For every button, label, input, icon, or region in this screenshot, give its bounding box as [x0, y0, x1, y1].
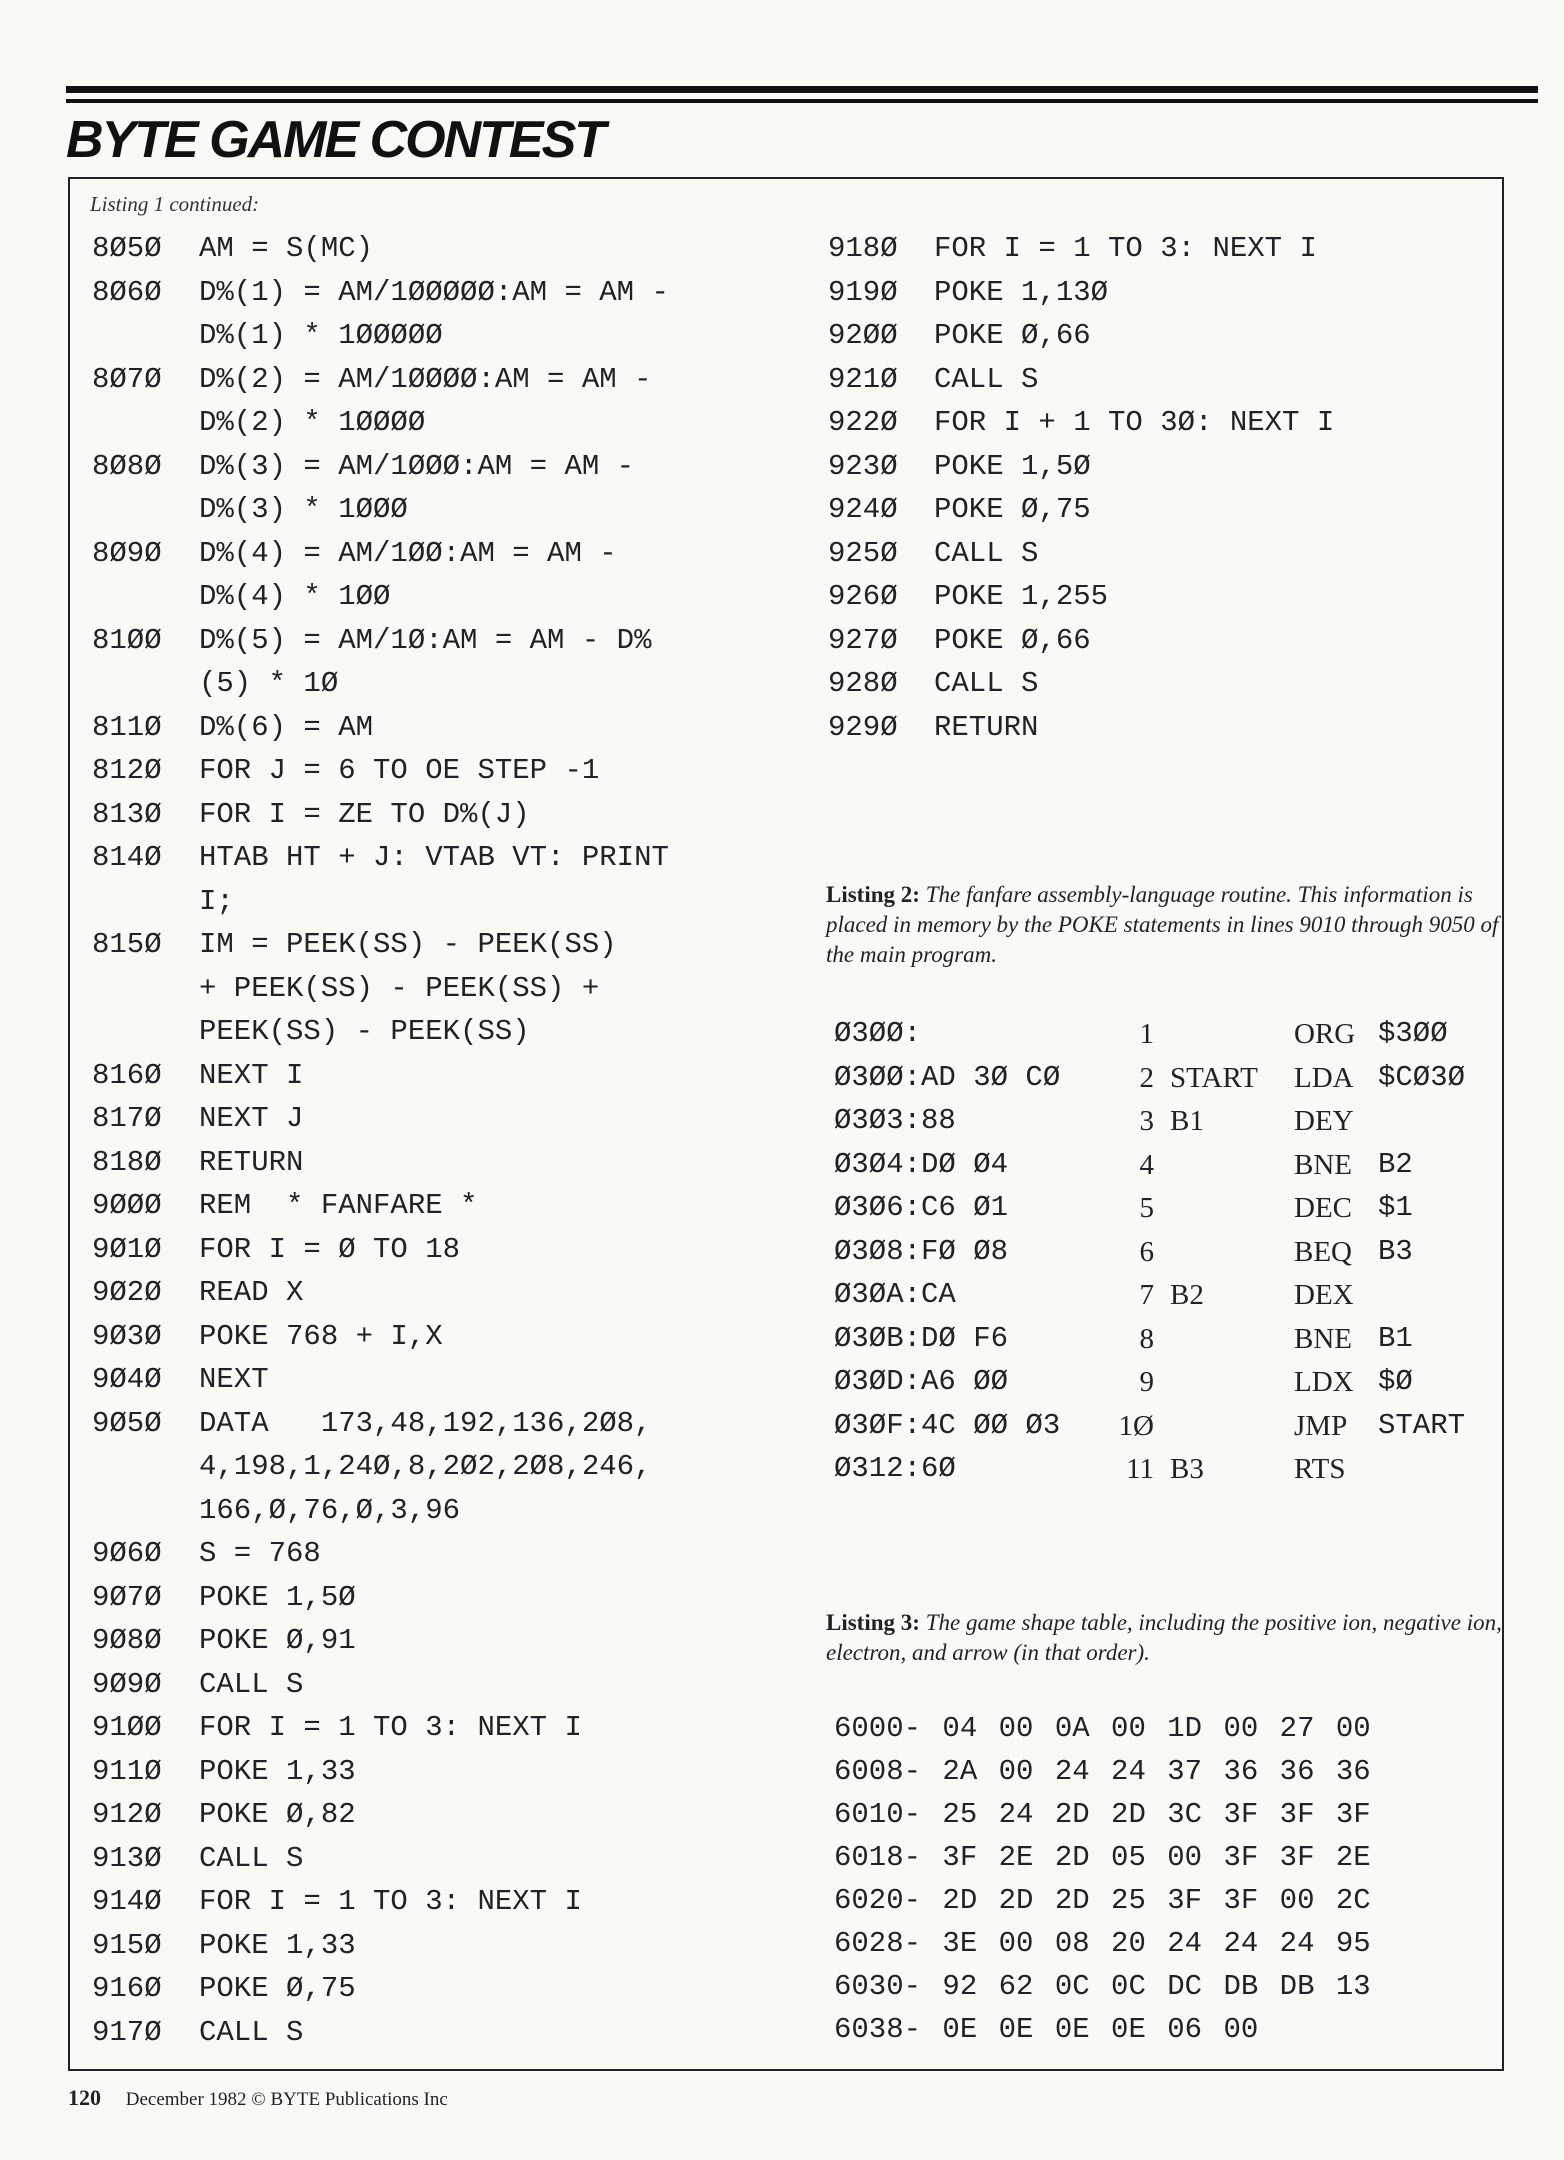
code-line-text: FOR I + 1 TO 3Ø: NEXT I [934, 406, 1335, 439]
code-line-text: 4,198,1,24Ø,8,2Ø2,2Ø8,246, [199, 1450, 652, 1483]
asm-line: 9 [1139, 1366, 1154, 1398]
code-line-text: CALL S [199, 1667, 304, 1701]
code-line-number: 923Ø [828, 449, 898, 483]
asm-addr: Ø3ØØ: [834, 1017, 922, 1050]
code-line-text: POKE Ø,91 [199, 1624, 356, 1657]
code-line-number: 9Ø9Ø [92, 1667, 162, 1701]
asm-line: 7 [1139, 1279, 1154, 1311]
page-title: BYTE GAME CONTEST [66, 111, 605, 169]
code-line-text: POKE 1,5Ø [199, 1580, 356, 1614]
code-line-text: POKE 1,33 [199, 1754, 356, 1788]
code-line-text: POKE 1,5Ø [934, 449, 1091, 483]
page-footer [68, 2085, 448, 2111]
code-line-text: NEXT [199, 1363, 269, 1396]
code-line-text: CALL S [199, 2015, 304, 2049]
code-line-number: 912Ø [92, 1798, 162, 1831]
asm-arg: B2 [1378, 1147, 1413, 1181]
listing2-caption [826, 880, 1516, 970]
code-line-text: FOR I = 1 TO 3: NEXT I [199, 1885, 582, 1918]
code-line-text: CALL S [199, 1841, 304, 1875]
code-line-text: POKE Ø,66 [934, 319, 1091, 352]
code-line-text: D%(1) = AM/1ØØØØØ:AM = AM - [199, 275, 669, 309]
code-line-number: 924Ø [828, 493, 898, 526]
code-line-number: 925Ø [828, 536, 898, 570]
asm-arg: B3 [1378, 1234, 1413, 1268]
code-line-number: 8Ø6Ø [92, 275, 162, 309]
asm-op: LDA [1294, 1061, 1354, 1094]
asm-line: 6 [1139, 1235, 1154, 1268]
code-line-number: 911Ø [92, 1754, 162, 1788]
asm-lbl: B2 [1170, 1279, 1204, 1311]
code-line-text: POKE Ø,82 [199, 1798, 356, 1831]
asm-arg: START [1378, 1408, 1466, 1442]
listing2-label: Listing 2: [826, 882, 920, 907]
code-line-text: READ X [199, 1276, 304, 1309]
asm-arg: $1 [1378, 1191, 1413, 1224]
asm-op: RTS [1294, 1453, 1346, 1485]
asm-op: BNE [1294, 1322, 1352, 1355]
code-line-text: DATA 173,48,192,136,2Ø8, [199, 1406, 652, 1440]
code-line-text: D%(3) = AM/1ØØØ:AM = AM - [199, 449, 635, 483]
code-line-number: 9Ø2Ø [92, 1276, 162, 1309]
code-line-text: (5) * 1Ø [199, 667, 339, 700]
code-line-text: D%(3) * 1ØØØ [199, 493, 408, 526]
code-line-number: 9Ø3Ø [92, 1319, 162, 1353]
code-line-number: 928Ø [828, 667, 898, 700]
code-line-number: 8Ø7Ø [92, 362, 162, 396]
footer-credit: December 1982 © BYTE Publications Inc [125, 2089, 448, 2110]
code-line-number: 9ØØØ [92, 1189, 162, 1222]
code-line-number: 919Ø [828, 275, 898, 309]
code-line-number: 921Ø [828, 362, 898, 396]
code-line-text: + PEEK(SS) - PEEK(SS) + [199, 971, 600, 1005]
code-line-text: 166,Ø,76,Ø,3,96 [199, 1493, 461, 1527]
header-rule-thick [66, 86, 1538, 93]
code-line-number: 927Ø [828, 623, 898, 657]
code-line-number: 814Ø [92, 841, 162, 874]
code-line-text: NEXT I [199, 1058, 304, 1092]
asm-line: 3 [1139, 1105, 1154, 1137]
asm-op: BEQ [1294, 1235, 1352, 1268]
asm-addr: Ø3ØB:DØ F6 [834, 1321, 1009, 1355]
code-line-number: 818Ø [92, 1145, 162, 1179]
code-line-number: 8Ø5Ø [92, 232, 162, 265]
listing2-caption-text: The fanfare assembly-language routine. This information is placed in memory by the POKE statements in lines 9010 through 9050 of the main program. [826, 882, 1499, 967]
asm-addr: Ø3ØØ:AD 3Ø CØ [834, 1060, 1061, 1094]
code-line-text: D%(1) * 1ØØØØØ [199, 319, 443, 352]
code-line-text: D%(4) = AM/1ØØ:AM = AM - [199, 536, 617, 570]
hex-row: 6000- 04 00 0A 00 1D 00 27 00 [834, 1712, 1371, 1745]
asm-lbl: B1 [1170, 1105, 1204, 1137]
asm-line: 1Ø [1118, 1409, 1154, 1442]
page-number: 120 [68, 2085, 101, 2110]
code-line-text: HTAB HT + J: VTAB VT: PRINT [199, 841, 669, 874]
code-line-text: D%(5) = AM/1Ø:AM = AM - D% [199, 623, 652, 657]
code-line-text: POKE Ø,75 [934, 493, 1091, 526]
code-line-number: 922Ø [828, 406, 898, 439]
asm-op: DEX [1294, 1279, 1354, 1311]
code-line-number: 9Ø5Ø [92, 1406, 162, 1440]
code-line-text: REM * FANFARE * [199, 1189, 478, 1222]
asm-op: BNE [1294, 1148, 1352, 1181]
code-line-text: CALL S [934, 536, 1039, 570]
code-line-text: PEEK(SS) - PEEK(SS) [199, 1015, 530, 1048]
asm-lbl: START [1170, 1061, 1258, 1094]
asm-arg: $Ø [1378, 1365, 1413, 1398]
asm-addr: Ø3ØD:A6 ØØ [834, 1365, 1009, 1398]
code-line-text: AM = S(MC) [199, 232, 374, 265]
code-line-text: D%(4) * 1ØØ [199, 580, 391, 613]
code-line-number: 91ØØ [92, 1711, 162, 1744]
code-line-number: 816Ø [92, 1058, 162, 1092]
listing3-caption-text: The game shape table, including the positive ion, negative ion, electron, and arrow (in that order). [826, 1610, 1502, 1665]
hex-row: 6010- 25 24 2D 2D 3C 3F 3F 3F [834, 1798, 1371, 1831]
code-line-number: 913Ø [92, 1841, 162, 1875]
asm-addr: Ø3ØA:CA [834, 1278, 956, 1311]
asm-addr: Ø3Ø8:FØ Ø8 [834, 1234, 1009, 1268]
asm-addr: Ø3Ø3:88 [834, 1104, 956, 1137]
code-line-text: FOR J = 6 TO OE STEP -1 [199, 754, 600, 787]
asm-op: JMP [1294, 1409, 1348, 1442]
code-line-number: 926Ø [828, 580, 898, 613]
code-line-text: FOR I = ZE TO D%(J) [199, 797, 530, 831]
hex-row: 6038- 0E 0E 0E 0E 06 00 [834, 2013, 1259, 2046]
code-line-text: CALL S [934, 362, 1039, 396]
asm-op: DEC [1294, 1192, 1352, 1224]
code-line-text: NEXT J [199, 1102, 304, 1135]
code-line-number: 81ØØ [92, 623, 162, 657]
hex-row: 6028- 3E 00 08 20 24 24 24 95 [834, 1927, 1371, 1960]
code-line-text: S = 768 [199, 1537, 321, 1570]
code-line-text: RETURN [199, 1145, 304, 1179]
listing3-label: Listing 3: [826, 1610, 920, 1635]
asm-line: 11 [1126, 1453, 1154, 1485]
asm-line: 5 [1139, 1192, 1154, 1224]
asm-addr: Ø3Ø6:C6 Ø1 [834, 1191, 1009, 1224]
asm-line: 1 [1139, 1018, 1154, 1050]
code-line-text: POKE 1,255 [934, 580, 1109, 613]
code-line-number: 918Ø [828, 232, 898, 265]
header-rule-thin [66, 99, 1538, 103]
asm-arg: $CØ3Ø [1378, 1060, 1466, 1094]
code-line-number: 914Ø [92, 1885, 162, 1918]
hex-row: 6020- 2D 2D 2D 25 3F 3F 00 2C [834, 1884, 1371, 1917]
code-line-number: 9Ø1Ø [92, 1232, 162, 1266]
asm-op: LDX [1294, 1366, 1354, 1398]
code-line-text: IM = PEEK(SS) - PEEK(SS) [199, 928, 617, 961]
asm-line: 2 [1139, 1061, 1154, 1094]
code-line-text: POKE 1,13Ø [934, 275, 1109, 309]
code-line-text: D%(2) * 1ØØØØ [199, 406, 426, 439]
code-line-number: 916Ø [92, 1972, 162, 2005]
code-line-text: POKE Ø,66 [934, 623, 1091, 657]
code-line-text: FOR I = Ø TO 18 [199, 1232, 461, 1266]
asm-arg: B1 [1378, 1321, 1413, 1355]
code-line-text: FOR I = 1 TO 3: NEXT I [199, 1711, 582, 1744]
code-line-number: 9Ø7Ø [92, 1580, 162, 1614]
code-line-number: 817Ø [92, 1102, 162, 1135]
code-line-text: RETURN [934, 710, 1039, 744]
code-line-number: 9Ø6Ø [92, 1537, 162, 1570]
code-line-number: 9Ø8Ø [92, 1624, 162, 1657]
code-line-number: 815Ø [92, 928, 162, 961]
code-line-text: I; [199, 884, 234, 918]
asm-line: 4 [1139, 1148, 1154, 1181]
asm-addr: Ø3Ø4:DØ Ø4 [834, 1147, 1009, 1181]
code-line-text: POKE 768 + I,X [199, 1319, 443, 1353]
code-line-text: D%(6) = AM [199, 710, 374, 744]
hex-row: 6008- 2A 00 24 24 37 36 36 36 [834, 1755, 1371, 1788]
asm-op: ORG [1294, 1018, 1356, 1050]
asm-addr: Ø3ØF:4C ØØ Ø3 [834, 1408, 1061, 1442]
code-line-number: 8Ø9Ø [92, 536, 162, 570]
code-line-number: 811Ø [92, 710, 162, 744]
asm-addr: Ø312:6Ø [834, 1452, 956, 1485]
code-line-number: 812Ø [92, 754, 162, 787]
code-line-number: 813Ø [92, 797, 162, 831]
code-line-number: 917Ø [92, 2015, 162, 2049]
code-line-text: POKE Ø,75 [199, 1972, 356, 2005]
code-line-number: 92ØØ [828, 319, 898, 352]
asm-lbl: B3 [1170, 1453, 1204, 1485]
code-line-text: CALL S [934, 667, 1039, 700]
hex-row: 6018- 3F 2E 2D 05 00 3F 3F 2E [834, 1841, 1371, 1874]
listing3-caption [826, 1608, 1516, 1668]
asm-op: DEY [1294, 1105, 1354, 1137]
listing1-heading: Listing 1 continued: [90, 192, 260, 216]
code-line-number: 8Ø8Ø [92, 449, 162, 483]
asm-arg: $3ØØ [1378, 1017, 1448, 1050]
code-line-number: 915Ø [92, 1928, 162, 1962]
asm-line: 8 [1139, 1322, 1154, 1355]
code-line-number: 929Ø [828, 710, 898, 744]
code-line-text: D%(2) = AM/1ØØØØ:AM = AM - [199, 362, 652, 396]
code-line-text: POKE 1,33 [199, 1928, 356, 1962]
code-line-text: FOR I = 1 TO 3: NEXT I [934, 232, 1317, 265]
code-line-number: 9Ø4Ø [92, 1363, 162, 1396]
hex-row: 6030- 92 62 0C 0C DC DB DB 13 [834, 1970, 1371, 2003]
